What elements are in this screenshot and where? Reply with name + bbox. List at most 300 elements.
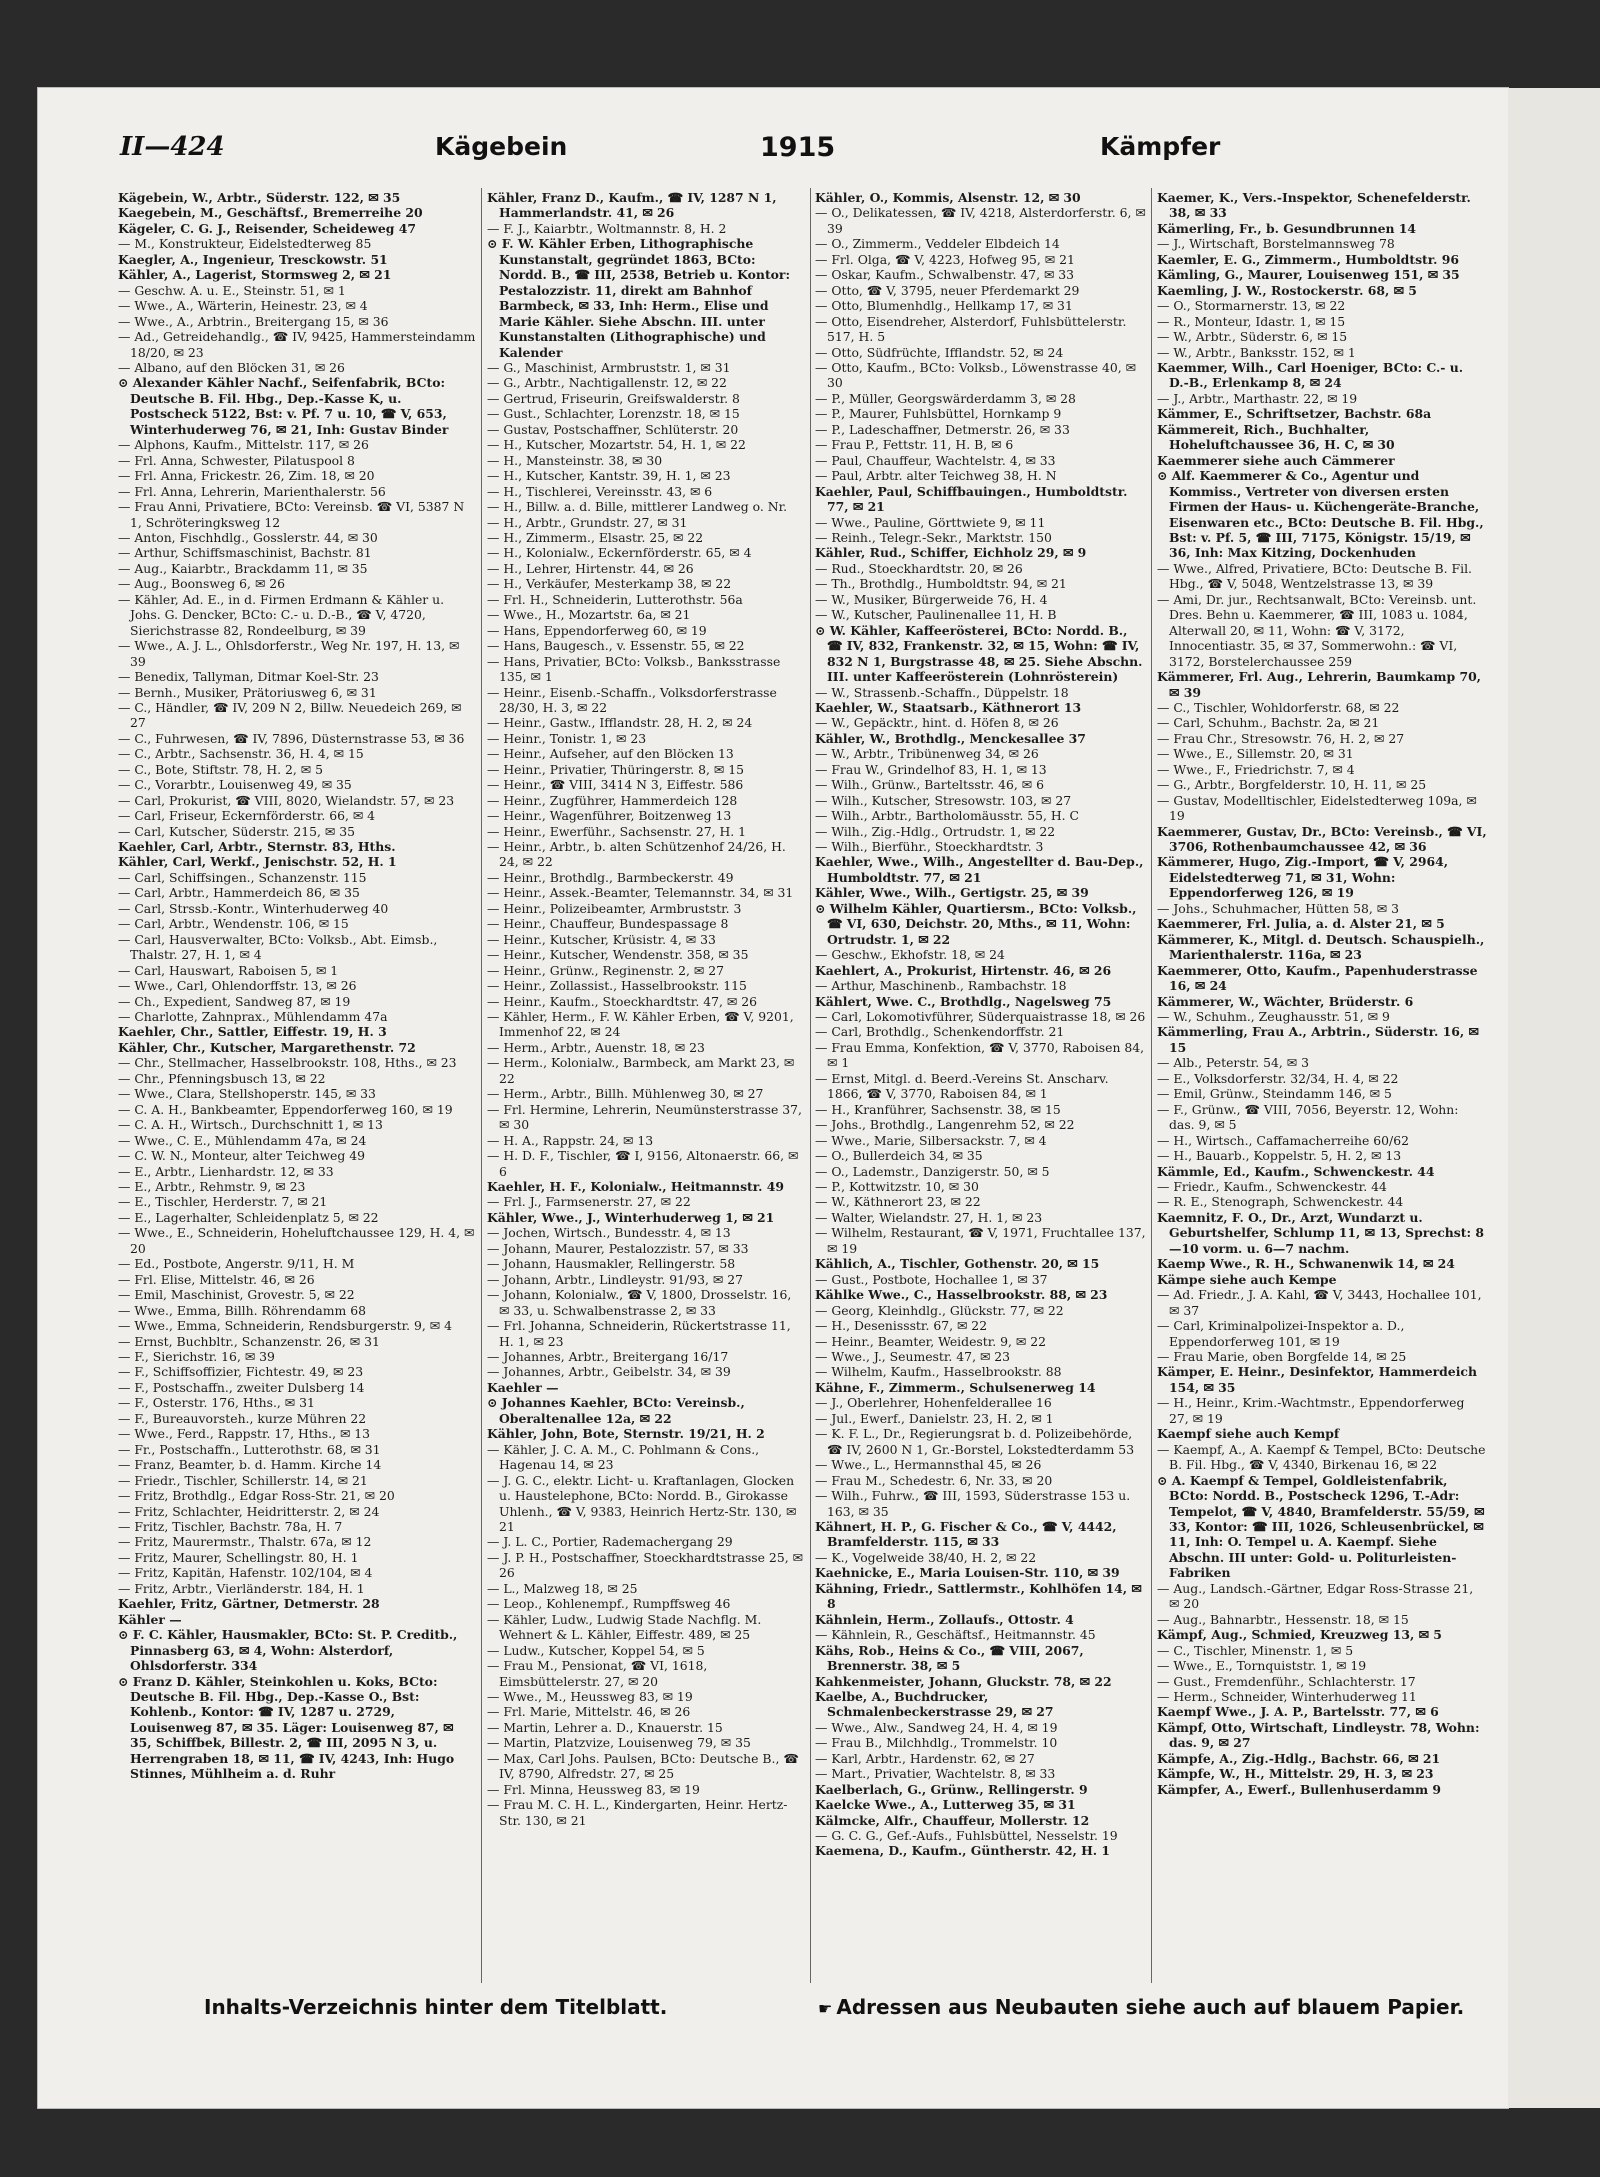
directory-entry: — Rud., Stoeckhardtstr. 20, ✉ 26	[815, 560, 1023, 576]
directory-entry: — Ad. Friedr., J. A. Kahl, ☎ V, 3443, Hochallee 101, ✉ 37	[1157, 1287, 1482, 1318]
directory-entry: — Carl, Strssb.-Kontr., Winterhuderweg 40	[118, 900, 389, 916]
directory-entry: — Emil, Maschinist, Grovestr. 5, ✉ 22	[118, 1287, 355, 1303]
page-header	[120, 132, 1420, 172]
directory-entry: — Aug., Kaiarbtr., Brackdamm 11, ✉ 35	[118, 560, 368, 576]
directory-entry: — Kähler, Ad. E., in d. Firmen Erdmann & Kähler u. Johs. G. Dencker, BCto: C.- u. D.-B., ☎ V, 4720, Sierichstrasse 82, Rondeelburg, ✉ 39	[118, 591, 445, 638]
directory-entry: ⊙ W. Kähler, Kaffeerösterei, BCto: Nordd. B., ☎ IV, 832, Frankenstr. 32, ✉ 15, Wohn: ☎ IV, 832 N 1, Burgstrasse 48, ✉ 25. Siehe Abschn. III. unter Kaffeerösterein (Lohnrösterein)	[815, 622, 1143, 685]
directory-entry: — Otto, Südfrüchte, Ifflandstr. 52, ✉ 24	[815, 344, 1064, 360]
directory-entry: — Frau W., Grindelhof 83, H. 1, ✉ 13	[815, 761, 1047, 777]
directory-entry: — Wwe., Emma, Billh. Röhrendamm 68	[118, 1302, 367, 1318]
directory-entry: — Fritz, Tischler, Bachstr. 78a, H. 7	[118, 1518, 343, 1534]
directory-entry: Kählich, A., Tischler, Gothenstr. 20, ✉ 15	[815, 1256, 1100, 1272]
directory-entry: Kähler, John, Bote, Sternstr. 19/21, H. 2	[487, 1426, 765, 1442]
directory-entry: Kahkenmeister, Johann, Gluckstr. 78, ✉ 22	[815, 1673, 1112, 1689]
directory-entry: — W., Kutscher, Paulinenallee 11, H. B	[815, 607, 1057, 623]
directory-entry: — C., Tischler, Minenstr. 1, ✉ 5	[1157, 1642, 1354, 1658]
directory-entry: — Wilh., Bierführ., Stoeckhardtstr. 3	[815, 839, 1044, 855]
directory-entry: — Charlotte, Zahnprax., Mühlendamm 47a	[118, 1009, 388, 1025]
directory-entry: — Bernh., Musiker, Prätoriusweg 6, ✉ 31	[118, 684, 377, 700]
directory-entry: — Wwe., A. J. L., Ohlsdorferstr., Weg Nr. 197, H. 13, ✉ 39	[118, 638, 460, 669]
directory-entry: Kämerling, Fr., b. Gesundbrunnen 14	[1157, 220, 1417, 236]
directory-entry: — F., Grünw., ☎ VIII, 7056, Beyerstr. 12, Wohn: das. 9, ✉ 5	[1157, 1101, 1459, 1133]
directory-entry: — C. W. N., Monteur, alter Teichweg 49	[118, 1148, 366, 1164]
year-heading: 1915	[760, 132, 836, 163]
directory-entry: Kägeler, C. G. J., Reisender, Scheideweg 47	[118, 220, 417, 236]
directory-entry: — F., Sierichstr. 16, ✉ 39	[118, 1348, 275, 1364]
directory-entry: — Ad., Getreidehandlg., ☎ IV, 9425, Hammersteindamm 18/20, ✉ 23	[118, 329, 476, 360]
directory-entry: Kähler, Chr., Kutscher, Margarethenstr. 72	[118, 1039, 416, 1055]
directory-entry: — W., Käthnerort 23, ✉ 22	[815, 1194, 981, 1210]
directory-entry: — O., Stormarnerstr. 13, ✉ 22	[1157, 298, 1346, 314]
directory-entry: ⊙ F. W. Kähler Erben, Lithographische Kunstanstalt, gegründet 1863, BCto: Nordd. B., ☎ III, 2538, Betrieb u. Kontor: Pestalozzistr. 11, direkt am Bahnhof Barmbeck, ✉ 33, Inh: Herm., Elise und Marie Kähler. Siehe Abschn. III. unter Kunstanstalten (Lithographische) und Kalender	[487, 236, 791, 360]
directory-entry: — J. P. H., Postschaffner, Stoeckhardtstrasse 25, ✉ 26	[487, 1549, 803, 1581]
directory-entry: — Carl, Arbtr., Hammerdeich 86, ✉ 35	[118, 885, 360, 901]
directory-entry: — Fritz, Arbtr., Vierländerstr. 184, H. 1	[118, 1580, 365, 1596]
directory-entry: — E., Arbtr., Rehmstr. 9, ✉ 23	[118, 1179, 306, 1194]
directory-entry: — Heinr., Aufseher, auf den Blöcken 13	[487, 746, 734, 762]
directory-entry: — Carl, Friseur, Eckernförderstr. 66, ✉ 4	[118, 808, 376, 824]
directory-entry: — W., Arbtr., Tribünenweg 34, ✉ 26	[815, 746, 1039, 762]
directory-entry: — C., Tischler, Wohldorferstr. 68, ✉ 22	[1157, 699, 1400, 715]
directory-entry: Kaehler, Chr., Sattler, Eiffestr. 19, H. 3	[118, 1024, 387, 1040]
column-rule	[810, 188, 811, 1983]
directory-entry: — Wilh., Arbtr., Bartholomäusstr. 55, H. C	[815, 808, 1080, 824]
directory-entry: — K. F. L., Dr., Regierungsrat b. d. Polizeibehörde, ☎ IV, 2600 N 1, Gr.-Borstel, Lokstedterdamm 53	[815, 1426, 1135, 1457]
directory-entry: — Wilh., Grünw., Barteltsstr. 46, ✉ 6	[815, 777, 1044, 793]
directory-entry: Kämmerling, Frau A., Arbtrin., Süderstr. 16, ✉ 15	[1157, 1024, 1479, 1055]
directory-entry: — Wwe., Ferd., Rappstr. 17, Hths., ✉ 13	[118, 1426, 371, 1442]
directory-entry: — Heinr., ☎ VIII, 3414 N 3, Eiffestr. 586	[487, 777, 744, 793]
directory-entry: — Aug., Bahnarbtr., Hessenstr. 18, ✉ 15	[1157, 1611, 1409, 1627]
directory-entry: — C., Fuhrwesen, ☎ IV, 7896, Düsternstrasse 53, ✉ 36	[118, 730, 465, 746]
directory-entry: Kaemena, D., Kaufm., Güntherstr. 42, H. 1	[815, 1843, 1111, 1859]
directory-entry: — Jochen, Wirtsch., Bundesstr. 4, ✉ 13	[487, 1225, 731, 1241]
directory-entry: — Wwe., Marie, Silbersackstr. 7, ✉ 4	[815, 1132, 1047, 1148]
directory-entry: — H., Verkäufer, Mesterkamp 38, ✉ 22	[487, 576, 732, 592]
directory-entry: — Johann, Hausmakler, Rellingerstr. 58	[487, 1256, 736, 1272]
directory-entry: ⊙ Wilhelm Kähler, Quartiersm., BCto: Volksb., ☎ VI, 630, Deichstr. 20, Mths., ✉ 11, Wohn: Ortrudstr. 1, ✉ 22	[815, 900, 1137, 947]
directory-entry: — Frl. Hermine, Lehrerin, Neumünsterstrasse 37, ✉ 30	[487, 1101, 802, 1133]
directory-entry: — Heinr., Chauffeur, Bundespassage 8	[487, 916, 729, 932]
directory-entry: Kämpfer, A., Ewerf., Bullenhuserdamm 9	[1157, 1781, 1441, 1797]
directory-entry: — Gust., Fremdenführ., Schlachterstr. 17	[1157, 1673, 1416, 1689]
directory-entry: — E., Volksdorferstr. 32/34, H. 4, ✉ 22	[1157, 1070, 1399, 1086]
directory-entry: Kaehler, Wwe., Wilh., Angestellter d. Bau-Dep., Humboldtstr. 77, ✉ 21	[815, 854, 1144, 885]
directory-entry: — H., Kranführer, Sachsenstr. 38, ✉ 15	[815, 1101, 1061, 1117]
directory-entry: Kähler, A., Lagerist, Stormsweg 2, ✉ 21	[118, 267, 392, 283]
directory-entry: — H. A., Rappstr. 24, ✉ 13	[487, 1132, 654, 1148]
directory-entry: — Ami, Dr. jur., Rechtsanwalt, BCto: Vereinsb. unt. Dres. Behn u. Kaemmerer, ☎ III, 1083 u. 1084, Alterwall 20, ✉ 11, Wohn: ☎ V, 3172, Innocentiastr. 35, ✉ 37, Sommerwohn.: ☎ VI, 3172, Borstelerchaussee 259	[1157, 591, 1477, 669]
directory-entry: — H., Billw. a. d. Bille, mittlerer Landweg o. Nr.	[487, 499, 788, 515]
directory-entry: — G., Maschinist, Armbruststr. 1, ✉ 31	[487, 359, 731, 375]
directory-entry: — Herm., Kolonialw., Barmbeck, am Markt 23, ✉ 22	[487, 1055, 795, 1086]
directory-entry: — Heinr., Brothdlg., Barmbeckerstr. 49	[487, 869, 734, 885]
directory-entry: — Ed., Postbote, Angerstr. 9/11, H. M	[118, 1256, 355, 1272]
directory-entry: — Franz, Beamter, b. d. Hamm. Kirche 14	[118, 1457, 382, 1473]
directory-entry: — Carl, Hauswart, Raboisen 5, ✉ 1	[118, 962, 339, 978]
directory-entry: — C., Bote, Stiftstr. 78, H. 2, ✉ 5	[118, 761, 324, 777]
directory-entry: — R. E., Stenograph, Schwenckestr. 44	[1157, 1194, 1404, 1210]
directory-entry: — Carl, Hausverwalter, BCto: Volksb., Abt. Eimsb., Thalstr. 27, H. 1, ✉ 4	[118, 931, 438, 963]
directory-entry: Kaehler, H. F., Kolonialw., Heitmannstr. 49	[487, 1179, 785, 1194]
directory-entry: — Friedr., Kaufm., Schwenckestr. 44	[1157, 1179, 1387, 1194]
directory-entry: — Geschw., Ekhofstr. 18, ✉ 24	[815, 947, 1005, 963]
directory-entry: Kähler —	[118, 1611, 182, 1627]
directory-entry: Kaemler, E. G., Zimmerm., Humboldtstr. 96	[1157, 251, 1460, 267]
directory-entry: Kämpe siehe auch Kempe	[1157, 1271, 1337, 1287]
directory-entry: — Oskar, Kaufm., Schwalbenstr. 47, ✉ 33	[815, 267, 1075, 283]
directory-entry: ⊙ Alf. Kaemmerer & Co., Agentur und Kommiss., Vertreter von diversen ersten Firmen der Haus- u. Küchengeräte-Branche, Eisenwaren etc., BCto: Deutsche B. Fil. Hbg., Bst: v. Pf. 5, ☎ III, 7175, Königstr. 15/19, ✉ 36, Inh: Max Kitzing, Dockenhuden	[1157, 468, 1484, 561]
directory-entry: Kaemnitz, F. O., Dr., Arzt, Wundarzt u. Geburtshelfer, Schlump 11, ✉ 13, Sprechst: 8—10 vorm. u. 6—7 nachm.	[1157, 1209, 1484, 1256]
directory-entry: Kaehnicke, E., Maria Louisen-Str. 110, ✉ 39	[815, 1565, 1120, 1581]
directory-entry: Kähne, F., Zimmerm., Schulsenerweg 14	[815, 1379, 1096, 1395]
directory-entry: — Otto, Kaufm., BCto: Volksb., Löwenstrasse 40, ✉ 30	[815, 359, 1137, 391]
directory-entry: — Th., Brothdlg., Humboldtstr. 94, ✉ 21	[815, 576, 1067, 592]
directory-entry: ⊙ F. C. Kähler, Hausmakler, BCto: St. P. Creditb., Pinnasberg 63, ✉ 4, Wohn: Alsterdorf, Ohlsdorferstr. 334	[118, 1627, 458, 1674]
directory-entry: — Kähler, Ludw., Ludwig Stade Nachflg. M. Wehnert & L. Kähler, Eiffestr. 489, ✉ 25	[487, 1611, 762, 1643]
directory-entry: — C. A. H., Bankbeamter, Eppendorferweg 160, ✉ 19	[118, 1101, 453, 1117]
directory-entry: — J., Arbtr., Marthastr. 22, ✉ 19	[1157, 390, 1358, 406]
directory-entry: — Johannes, Arbtr., Breitergang 16/17	[487, 1348, 729, 1364]
directory-entry: — Frau Emma, Konfektion, ☎ V, 3770, Raboisen 84, ✉ 1	[815, 1039, 1145, 1071]
directory-entry: — Ch., Expedient, Sandweg 87, ✉ 19	[118, 993, 351, 1009]
directory-entry: — Wwe., Alw., Sandweg 24, H. 4, ✉ 19	[815, 1719, 1058, 1735]
directory-entry: — Heinr., Kaufm., Stoeckhardtstr. 47, ✉ 26	[487, 993, 757, 1009]
directory-entry: Kähning, Friedr., Sattlermstr., Kohlhöfen 14, ✉ 8	[815, 1580, 1142, 1612]
guide-word-right: Kämpfer	[1100, 132, 1221, 161]
column-rule	[1151, 188, 1152, 1983]
directory-entry: Kaelberlach, G., Grünw., Rellingerstr. 9	[815, 1781, 1088, 1797]
directory-entry: — Anton, Fischhdlg., Gosslerstr. 44, ✉ 30	[118, 529, 378, 545]
directory-entry: — H., Wirtsch., Caffamacherreihe 60/62	[1157, 1132, 1409, 1148]
directory-entry: — Heinr., Arbtr., b. alten Schützenhof 24/26, H. 24, ✉ 22	[487, 839, 786, 870]
directory-entry: — Georg, Kleinhdlg., Glückstr. 77, ✉ 22	[815, 1302, 1064, 1318]
directory-entry: — K., Vogelweide 38/40, H. 2, ✉ 22	[815, 1549, 1037, 1565]
directory-entry: — Gertrud, Friseurin, Greifswalderstr. 8	[487, 390, 740, 406]
directory-entry: — Wwe., A., Arbtrin., Breitergang 15, ✉ 36	[118, 313, 389, 329]
guide-word-left: Kägebein	[435, 132, 568, 161]
directory-entry: — Wilh., Fuhrw., ☎ III, 1593, Süderstrasse 153 u. 163, ✉ 35	[815, 1488, 1131, 1519]
directory-entry: — Carl, Kriminalpolizei-Inspektor a. D., Eppendorferweg 101, ✉ 19	[1157, 1318, 1405, 1349]
directory-entry: — Heinr., Zugführer, Hammerdeich 128	[487, 792, 738, 808]
directory-entry: — Johannes, Arbtr., Geibelstr. 34, ✉ 39	[487, 1364, 731, 1380]
column-1	[118, 190, 477, 1980]
directory-entry: — J., Wirtschaft, Borstelmannsweg 78	[1157, 236, 1395, 252]
directory-entry: — Wwe., E., Schneiderin, Hoheluftchaussee 129, H. 4, ✉ 20	[118, 1225, 475, 1256]
directory-entry: — Frau Marie, oben Borgfelde 14, ✉ 25	[1157, 1348, 1407, 1364]
directory-entry: — Wwe., A., Wärterin, Heinestr. 23, ✉ 4	[118, 298, 368, 314]
directory-entry: — Aug., Landsch.-Gärtner, Edgar Ross-Strasse 21, ✉ 20	[1157, 1580, 1474, 1612]
directory-entry: Kaelcke Wwe., A., Lutterweg 35, ✉ 31	[815, 1797, 1076, 1813]
directory-entry: Kämpfe, W., H., Mittelstr. 29, H. 3, ✉ 23	[1157, 1766, 1434, 1782]
directory-entry: Kämmerer, W., Wächter, Brüderstr. 6	[1157, 993, 1414, 1009]
directory-entry: — Frl. Anna, Lehrerin, Marienthalerstr. 56	[118, 483, 386, 499]
directory-entry: Kaempf Wwe., J. A. P., Bartelsstr. 77, ✉ 6	[1157, 1704, 1439, 1720]
directory-entry: — Otto, ☎ V, 3795, neuer Pferdemarkt 29	[815, 282, 1080, 298]
directory-entry: — Wwe., J., Seumestr. 47, ✉ 23	[815, 1348, 1011, 1364]
directory-entry: — Frau M. C. H. L., Kindergarten, Heinr. Hertz-Str. 130, ✉ 21	[487, 1797, 788, 1828]
directory-entry: — Carl, Prokurist, ☎ VIII, 8020, Wielandstr. 57, ✉ 23	[118, 792, 455, 808]
directory-entry: Kaehler, W., Staatsarb., Käthnerort 13	[815, 699, 1082, 715]
directory-entry: — Frl. Anna, Frickestr. 26, Zim. 18, ✉ 20	[118, 468, 375, 484]
directory-entry: Kaegebein, M., Geschäftsf., Bremerreihe 20	[118, 205, 423, 221]
directory-entry: — H., Desenissstr. 67, ✉ 22	[815, 1318, 988, 1334]
directory-entry: — Wwe., E., Tornquiststr. 1, ✉ 19	[1157, 1658, 1367, 1674]
directory-entry: Kämpf, Aug., Schmied, Kreuzweg 13, ✉ 5	[1157, 1627, 1442, 1643]
directory-entry: — Jul., Ewerf., Danielstr. 23, H. 2, ✉ 1	[815, 1410, 1054, 1426]
directory-entry: — Geschw. A. u. E., Steinstr. 51, ✉ 1	[118, 282, 346, 298]
column-rule	[481, 188, 482, 1983]
directory-entry: — Johs., Brothdlg., Langenrehm 52, ✉ 22	[815, 1117, 1075, 1133]
directory-entry: — Heinr., Gastw., Ifflandstr. 28, H. 2, ✉ 24	[487, 715, 753, 731]
directory-entry: — Ernst, Buchbltr., Schanzenstr. 26, ✉ 31	[118, 1333, 380, 1349]
directory-entry: — E., Lagerhalter, Schleidenplatz 5, ✉ 22	[118, 1209, 379, 1225]
directory-entry: — Fritz, Maurermstr., Thalstr. 67a, ✉ 12	[118, 1534, 372, 1550]
directory-entry: — Arthur, Maschinenb., Rambachstr. 18	[815, 978, 1067, 994]
directory-entry: — W., Musiker, Bürgerweide 76, H. 4	[815, 591, 1048, 607]
directory-entry: — H., Arbtr., Grundstr. 27, ✉ 31	[487, 514, 688, 530]
directory-entry: — Arthur, Schiffsmaschinist, Bachstr. 81	[118, 545, 372, 561]
directory-entry: Kaegler, A., Ingenieur, Tresckowstr. 51	[118, 251, 388, 267]
directory-entry: — Ernst, Mitgl. d. Beerd.-Vereins St. Anscharv. 1866, ☎ V, 3770, Raboisen 84, ✉ 1	[815, 1070, 1109, 1102]
directory-entry: — E., Tischler, Herderstr. 7, ✉ 21	[118, 1194, 328, 1210]
directory-entry: — F. J., Kaiarbtr., Woltmannstr. 8, H. 2	[487, 220, 727, 236]
footer-new-buildings-note	[818, 1995, 1464, 2019]
directory-entry: — Paul, Arbtr. alter Teichweg 38, H. N	[815, 468, 1057, 484]
directory-entry: — Carl, Schiffsingen., Schanzenstr. 115	[118, 869, 367, 885]
directory-entry: — R., Monteur, Idastr. 1, ✉ 15	[1157, 313, 1346, 329]
directory-entry: — Frau Chr., Stresowstr. 76, H. 2, ✉ 27	[1157, 730, 1405, 746]
directory-entry: — Carl, Lokomotivführer, Süderquaistrasse 18, ✉ 26	[815, 1009, 1146, 1025]
directory-entry: — Reinh., Telegr.-Sekr., Marktstr. 150	[815, 529, 1052, 545]
directory-entry: Kähnlein, Herm., Zollaufs., Ottostr. 4	[815, 1611, 1074, 1627]
directory-entry: — Ludw., Kutscher, Koppel 54, ✉ 5	[487, 1642, 705, 1658]
directory-entry: ⊙ Alexander Kähler Nachf., Seifenfabrik, BCto: Deutsche B. Fil. Hbg., Dep.-Kasse K, u. Postscheck 5122, Bst: v. Pf. 7 u. 10, ☎ V, 653, Winterhuderweg 76, ✉ 21, Inh: Gustav Binder	[118, 375, 449, 437]
directory-entry: — Frau B., Milchhdlg., Trommelstr. 10	[815, 1735, 1058, 1751]
page-footer	[118, 1995, 1478, 2027]
directory-entry: — Hans, Baugesch., v. Essenstr. 55, ✉ 22	[487, 638, 745, 654]
directory-entry: Kaehler, Carl, Arbtr., Sternstr. 83, Hths.	[118, 839, 396, 855]
directory-entry: — P., Kottwitzstr. 10, ✉ 30	[815, 1179, 979, 1194]
directory-entry: — Fritz, Maurer, Schellingstr. 80, H. 1	[118, 1549, 359, 1565]
directory-entry: — W., Arbtr., Süderstr. 6, ✉ 15	[1157, 329, 1348, 345]
directory-entry: — H., Lehrer, Hirtenstr. 44, ✉ 26	[487, 560, 694, 576]
directory-entry: Kähnert, H. P., G. Fischer & Co., ☎ V, 4442, Bramfelderstr. 115, ✉ 33	[815, 1518, 1117, 1550]
directory-entry: — Kähnlein, R., Geschäftsf., Heitmannstr. 45	[815, 1627, 1096, 1643]
directory-entry: Kaehler —	[487, 1379, 559, 1395]
directory-entry: — Wwe., E., Sillemstr. 20, ✉ 31	[1157, 746, 1354, 762]
directory-entry: — Fritz, Brothdlg., Edgar Ross-Str. 21, ✉ 20	[118, 1488, 395, 1504]
directory-entry: — Herm., Arbtr., Billh. Mühlenweg 30, ✉ 27	[487, 1086, 764, 1102]
directory-entry: — Frl. Marie, Mittelstr. 46, ✉ 26	[487, 1704, 691, 1720]
directory-entry: Kähler, Wwe., J., Winterhuderweg 1, ✉ 21	[487, 1209, 775, 1225]
directory-entry: — Paul, Chauffeur, Wachtelstr. 4, ✉ 33	[815, 452, 1056, 468]
directory-entry: — Carl, Brothdlg., Schenkendorffstr. 21	[815, 1024, 1065, 1040]
directory-entry: — Mart., Privatier, Wachtelstr. 8, ✉ 33	[815, 1766, 1056, 1782]
directory-entry: — P., Ladeschaffner, Detmerstr. 26, ✉ 33	[815, 421, 1070, 437]
directory-entry: — F., Schiffsoffizier, Fichtestr. 49, ✉ 23	[118, 1364, 364, 1380]
directory-entry: — Carl, Schuhm., Bachstr. 2a, ✉ 21	[1157, 715, 1380, 731]
directory-entry: — Heinr., Privatier, Thüringerstr. 8, ✉ 15	[487, 761, 745, 777]
directory-entry: — W., Schuhm., Zeughausstr. 51, ✉ 9	[1157, 1009, 1390, 1025]
directory-entry: — P., Müller, Georgswärderdamm 3, ✉ 28	[815, 390, 1076, 406]
directory-entry: Kaehler, Paul, Schiffbauingen., Humboldtstr. 77, ✉ 21	[815, 483, 1128, 515]
directory-entry: Kaemmerer, Gustav, Dr., BCto: Vereinsb., ☎ VI, 3706, Rothenbaumchaussee 42, ✉ 36	[1157, 823, 1487, 855]
directory-entry: — J. L. C., Portier, Rademachergang 29	[487, 1534, 733, 1550]
directory-entry: — W., Arbtr., Banksstr. 152, ✉ 1	[1157, 344, 1356, 360]
directory-entry: — Kaempf, A., A. Kaempf & Tempel, BCto: Deutsche B. Fil. Hbg., ☎ V, 4340, Birkenau 16, ✉ 22	[1157, 1441, 1486, 1473]
directory-entry: — Carl, Kutscher, Süderstr. 215, ✉ 35	[118, 823, 355, 839]
directory-entry: — E., Arbtr., Lienhardstr. 12, ✉ 33	[118, 1163, 334, 1179]
directory-entry: — Wwe., F., Friedrichstr. 7, ✉ 4	[1157, 761, 1355, 777]
directory-entry: — Wwe., M., Heussweg 83, ✉ 19	[487, 1688, 693, 1704]
directory-entry: — Wwe., Emma, Schneiderin, Rendsburgerstr. 9, ✉ 4	[118, 1318, 453, 1334]
directory-entry: — Wilh., Zig.-Hdlg., Ortrudstr. 1, ✉ 22	[815, 823, 1056, 839]
directory-entry: — Heinr., Beamter, Weidestr. 9, ✉ 22	[815, 1333, 1047, 1349]
directory-entry: — O., Lademstr., Danzigerstr. 50, ✉ 5	[815, 1163, 1050, 1179]
directory-entry: ⊙ Franz D. Kähler, Steinkohlen u. Koks, BCto: Deutsche B. Fil. Hbg., Dep.-Kasse O., Bst: Kohlenb., Kontor: ☎ IV, 1287 u. 2729, Louisenweg 87, ✉ 35. Läger: Louisenweg 87, ✉ 35, Schiffbek, Billestr. 2, ☎ III, 2095 N 3, u. Herrengraben 18, ✉ 11, ☎ IV, 4243, Inh: Hugo Stinnes, Mühlheim a. d. Ruhr	[118, 1673, 455, 1782]
directory-entry: — H. D. F., Tischler, ☎ I, 9156, Altonaerstr. 66, ✉ 6	[487, 1148, 799, 1179]
directory-entry: — Frau M., Schedestr. 6, Nr. 33, ✉ 20	[815, 1472, 1053, 1488]
directory-entry: Kaemmerer, Frl. Julia, a. d. Alster 21, ✉ 5	[1157, 916, 1445, 932]
directory-entry: — Wilhelm, Restaurant, ☎ V, 1971, Fruchtallee 137, ✉ 19	[815, 1225, 1146, 1256]
directory-entry: — L., Malzweg 18, ✉ 25	[487, 1580, 638, 1596]
directory-entry: — J., Oberlehrer, Hohenfelderallee 16	[815, 1395, 1052, 1411]
directory-entry: Kaehler, Fritz, Gärtner, Detmerstr. 28	[118, 1596, 380, 1612]
directory-entry: — F., Bureauvorsteh., kurze Mühren 22	[118, 1410, 367, 1426]
directory-entry: Kähler, O., Kommis, Alsenstr. 12, ✉ 30	[815, 190, 1081, 205]
directory-entry: — Wilh., Kutscher, Stresowstr. 103, ✉ 27	[815, 792, 1072, 808]
directory-entry: — Fritz, Schlachter, Heidritterstr. 2, ✉ 24	[118, 1503, 380, 1519]
directory-entry: — Frau P., Fettstr. 11, H. B, ✉ 6	[815, 437, 1014, 453]
directory-entry: Kaemling, J. W., Rostockerstr. 68, ✉ 5	[1157, 282, 1417, 298]
footer-index-note: Inhalts-Verzeichnis hinter dem Titelblatt.	[204, 1995, 668, 2019]
directory-entry: — C. A. H., Wirtsch., Durchschnitt 1, ✉ 13	[118, 1117, 383, 1133]
directory-entry: — Frl. Minna, Heussweg 83, ✉ 19	[487, 1781, 700, 1797]
directory-entry: Kämpf, Otto, Wirtschaft, Lindleystr. 78, Wohn: das. 9, ✉ 27	[1157, 1719, 1480, 1751]
directory-entry: Kaempf siehe auch Kempf	[1157, 1426, 1340, 1442]
directory-entry: — Gust., Postbote, Hochallee 1, ✉ 37	[815, 1271, 1048, 1287]
directory-entry: Kaemmerer, Otto, Kaufm., Papenhuderstrasse 16, ✉ 24	[1157, 962, 1478, 994]
directory-entry: — H., Zimmerm., Elsastr. 25, ✉ 22	[487, 529, 704, 545]
directory-entry: — C., Vorarbtr., Louisenweg 49, ✉ 35	[118, 777, 352, 793]
directory-entry: — Heinr., Polizeibeamter, Armbruststr. 3	[487, 900, 742, 916]
directory-entry: — Leop., Kohlenempf., Rumpffsweg 46	[487, 1596, 731, 1612]
directory-entry: Kähs, Rob., Heins & Co., ☎ VIII, 2067, Brennerstr. 38, ✉ 5	[815, 1642, 1084, 1674]
directory-entry: Kaemmer, Wilh., Carl Hoeniger, BCto: C.- u. D.-B., Erlenkamp 8, ✉ 24	[1157, 359, 1464, 391]
directory-entry: — Frl. J., Farmsenerstr. 27, ✉ 22	[487, 1194, 691, 1210]
directory-entry: — H., Heinr., Krim.-Wachtmstr., Eppendorferweg 27, ✉ 19	[1157, 1395, 1465, 1426]
directory-entry: — H., Kolonialw., Eckernförderstr. 65, ✉ 4	[487, 545, 752, 561]
directory-entry: — Wwe., Pauline, Görttwiete 9, ✉ 11	[815, 514, 1046, 530]
directory-entry: — Frl. Olga, ☎ V, 4223, Hofweg 95, ✉ 21	[815, 251, 1075, 267]
directory-entry: Kämmer, E., Schriftsetzer, Bachstr. 68a	[1157, 406, 1432, 422]
directory-entry: — J. G. C., elektr. Licht- u. Kraftanlagen, Glocken u. Haustelephone, BCto: Nordd. B., Girokasse Uhlenh., ☎ V, 9383, Heinrich Hertz-Str. 130, ✉ 21	[487, 1472, 797, 1534]
directory-entry: — P., Maurer, Fuhlsbüttel, Hornkamp 9	[815, 406, 1062, 422]
directory-entry: — Heinr., Kutscher, Krüsistr. 4, ✉ 33	[487, 931, 716, 947]
directory-entry: Kägebein, W., Arbtr., Süderstr. 122, ✉ 35	[118, 190, 401, 205]
directory-entry: — M., Konstrukteur, Eidelstedterweg 85	[118, 236, 372, 252]
directory-entry: Kähler, Wwe., Wilh., Gertigstr. 25, ✉ 39	[815, 885, 1089, 901]
directory-entry: — G., Arbtr., Borgfelderstr. 10, H. 11, ✉ 25	[1157, 777, 1427, 793]
directory-entry: Kämling, G., Maurer, Louisenweg 151, ✉ 35	[1157, 267, 1460, 283]
directory-entry: ⊙ A. Kaempf & Tempel, Goldleistenfabrik, BCto: Nordd. B., Postscheck 1296, T.-Adr: Tempelot, ☎ V, 4840, Bramfelderstr. 55/59, ✉ 33, Kontor: ☎ III, 1026, Schleusenbrückel, ✉ 11, Inh: O. Tempel u. A. Kaempf. Siehe Abschn. III unter: Gold- u. Politurleisten-Fabriken	[1157, 1472, 1485, 1581]
directory-entry: — Aug., Boonsweg 6, ✉ 26	[118, 576, 286, 592]
directory-entry: Kähler, Rud., Schiffer, Eichholz 29, ✉ 9	[815, 545, 1087, 561]
directory-entry: — W., Gepäcktr., hint. d. Höfen 8, ✉ 26	[815, 715, 1059, 731]
directory-entry: — Martin, Lehrer a. D., Knauerstr. 15	[487, 1719, 723, 1735]
directory-entry: — Wwe., Carl, Ohlendorffstr. 13, ✉ 26	[118, 978, 357, 994]
directory-entry: — Heinr., Eisenb.-Schaffn., Volksdorferstrasse 28/30, H. 3, ✉ 22	[487, 684, 777, 715]
directory-entry: Kähler, Franz D., Kaufm., ☎ IV, 1287 N 1, Hammerlandstr. 41, ✉ 26	[487, 190, 777, 221]
directory-entry: — C., Händler, ☎ IV, 209 N 2, Billw. Neuedeich 269, ✉ 27	[118, 699, 462, 731]
directory-entry: — Heinr., Zollassist., Hasselbrookstr. 115	[487, 978, 747, 994]
directory-entry: — Kähler, J. C. A. M., C. Pohlmann & Cons., Hagenau 14, ✉ 23	[487, 1441, 760, 1473]
directory-entry: — Walter, Wielandstr. 27, H. 1, ✉ 23	[815, 1209, 1043, 1225]
directory-entry: — F., Osterstr. 176, Hths., ✉ 31	[118, 1395, 315, 1411]
directory-entry: — O., Bullerdeich 34, ✉ 35	[815, 1148, 983, 1164]
directory-entry: — Heinr., Tonistr. 1, ✉ 23	[487, 730, 647, 746]
directory-entry: Kählke Wwe., C., Hasselbrookstr. 88, ✉ 23	[815, 1287, 1108, 1303]
directory-entry: — Johs., Schuhmacher, Hütten 58, ✉ 3	[1157, 900, 1399, 916]
directory-entry: — Heinr., Ewerführ., Sachsenstr. 27, H. 1	[487, 823, 747, 839]
directory-entry: Kählert, Wwe. C., Brothdlg., Nagelsweg 75	[815, 993, 1112, 1009]
directory-entry: — Frau M., Pensionat, ☎ VI, 1618, Eimsbüttelerstr. 27, ✉ 20	[487, 1658, 708, 1689]
directory-entry: — Johann, Arbtr., Lindleystr. 91/93, ✉ 27	[487, 1271, 743, 1287]
directory-entry: — H., Tischlerei, Vereinsstr. 43, ✉ 6	[487, 483, 713, 499]
directory-entry: — Wwe., C. E., Mühlendamm 47a, ✉ 24	[118, 1132, 367, 1148]
directory-entry: — Herm., Arbtr., Auenstr. 18, ✉ 23	[487, 1039, 705, 1055]
directory-entry: — Alphons, Kaufm., Mittelstr. 117, ✉ 26	[118, 437, 369, 453]
directory-entry: — Wilhelm, Kaufm., Hasselbrookstr. 88	[815, 1364, 1062, 1380]
directory-entry: — Johann, Maurer, Pestalozzistr. 57, ✉ 33	[487, 1240, 749, 1256]
directory-entry: Kämper, E. Heinr., Desinfektor, Hammerdeich 154, ✉ 35	[1157, 1364, 1477, 1395]
directory-entry: Kämmerer, Hugo, Zig.-Import, ☎ V, 2964, Eidelstedterweg 71, ✉ 31, Wohn: Eppendorferweg 126, ✉ 19	[1157, 854, 1449, 901]
pointing-hand-icon: ☛	[818, 1999, 833, 2018]
column-2	[487, 190, 805, 1980]
next-page-edge	[1508, 88, 1600, 2108]
directory-entry: — G., Arbtr., Nachtigallenstr. 12, ✉ 22	[487, 375, 727, 391]
page-number: II—424	[120, 132, 225, 162]
directory-entry: — Friedr., Tischler, Schillerstr. 14, ✉ 21	[118, 1472, 368, 1488]
directory-entry: Kämpfe, A., Zig.-Hdlg., Bachstr. 66, ✉ 21	[1157, 1750, 1441, 1766]
directory-entry: — Max, Carl Johs. Paulsen, BCto: Deutsche B., ☎ IV, 8790, Alfredstr. 27, ✉ 25	[487, 1750, 799, 1782]
directory-entry: Kaemmerer siehe auch Cämmerer	[1157, 452, 1395, 468]
directory-entry: — Benedix, Tallyman, Ditmar Koel-Str. 23	[118, 669, 379, 685]
directory-entry: — Fritz, Kapitän, Hafenstr. 102/104, ✉ 4	[118, 1565, 373, 1581]
directory-entry: — H., Kutscher, Kantstr. 39, H. 1, ✉ 23	[487, 468, 731, 484]
directory-entry: Kähler, W., Brothdlg., Menckesallee 37	[815, 730, 1086, 746]
directory-entry: — Johann, Kolonialw., ☎ V, 1800, Drosselstr. 16, ✉ 33, u. Schwalbenstrasse 2, ✉ 33	[487, 1287, 792, 1318]
directory-entry: — O., Delikatessen, ☎ IV, 4218, Alsterdorferstr. 6, ✉ 39	[815, 205, 1146, 236]
directory-entry: — G. C. G., Gef.-Aufs., Fuhlsbüttel, Nesselstr. 19	[815, 1828, 1118, 1844]
directory-entry: — Chr., Pfenningsbusch 13, ✉ 22	[118, 1070, 326, 1086]
footer-new-buildings-text: Adressen aus Neubauten siehe auch auf blauem Papier.	[836, 1995, 1465, 2019]
directory-entry: — Fr., Postschaffn., Lutterothstr. 68, ✉ 31	[118, 1441, 381, 1457]
directory-entry: — Hans, Privatier, BCto: Volksb., Banksstrasse 135, ✉ 1	[487, 653, 781, 685]
directory-entry: — Otto, Blumenhdlg., Hellkamp 17, ✉ 31	[815, 298, 1073, 314]
directory-entry: — Gust., Schlachter, Lorenzstr. 18, ✉ 15	[487, 406, 740, 422]
directory-entry: — Karl, Arbtr., Hardenstr. 62, ✉ 27	[815, 1750, 1035, 1766]
directory-entry: — Kähler, Herm., F. W. Kähler Erben, ☎ V, 9201, Immenhof 22, ✉ 24	[487, 1009, 794, 1040]
directory-entry: — Chr., Stellmacher, Hasselbrookstr. 108, Hths., ✉ 23	[118, 1055, 457, 1071]
column-4	[1157, 190, 1487, 1980]
directory-entry: — Wwe., L., Hermannsthal 45, ✉ 26	[815, 1457, 1042, 1473]
directory-entry: Kaemer, K., Vers.-Inspektor, Schenefelderstr. 38, ✉ 33	[1157, 190, 1471, 221]
directory-entry: Kämmle, Ed., Kaufm., Schwenckestr. 44	[1157, 1163, 1435, 1179]
directory-entry: Kälmcke, Alfr., Chauffeur, Mollerstr. 12	[815, 1812, 1090, 1828]
directory-entry: — Otto, Eisendreher, Alsterdorf, Fuhlsbüttelerstr. 517, H. 5	[815, 313, 1127, 345]
